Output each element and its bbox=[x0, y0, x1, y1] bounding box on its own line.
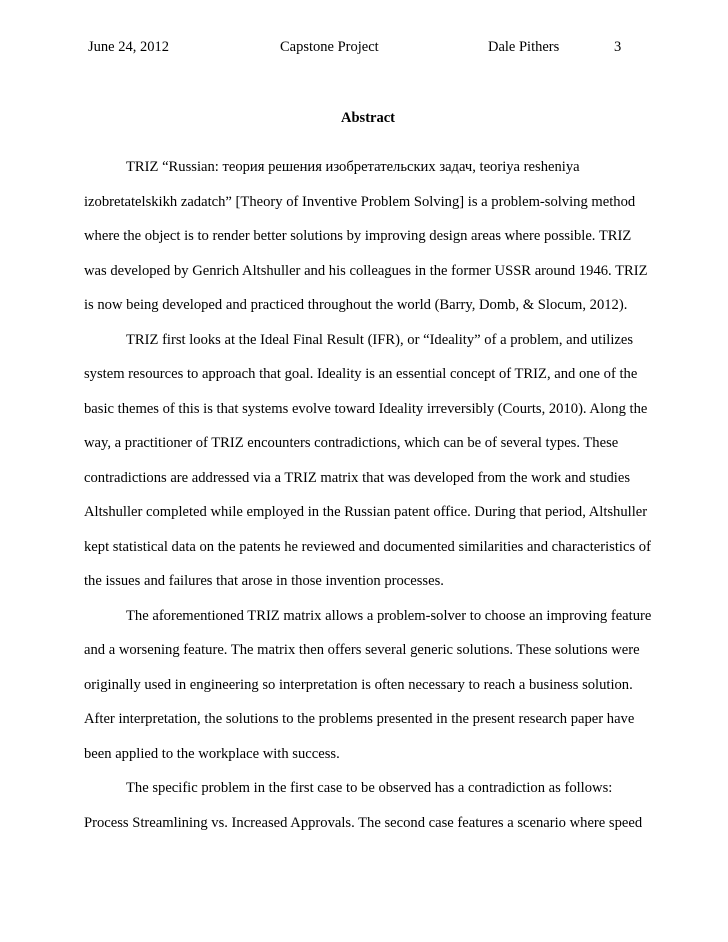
paragraph-line: Process Streamlining vs. Increased Approvals. The second case features a scenario where speed bbox=[84, 814, 643, 831]
paragraph-1 bbox=[84, 150, 659, 323]
paragraph-line: contradictions are addressed via a TRIZ matrix that was developed from the work and studies bbox=[84, 469, 631, 486]
paragraph-line: After interpretation, the solutions to the problems presented in the present research paper have bbox=[84, 711, 635, 727]
paragraph-line: system resources to approach that goal. Ideality is an essential concept of TRIZ, and one of the bbox=[84, 366, 638, 382]
paragraph-line: where the object is to render better solutions by improving design areas where possible. TRIZ bbox=[84, 228, 632, 244]
paragraph-line: the issues and failures that arose in those invention processes. bbox=[84, 573, 444, 589]
paragraph-line: The aforementioned TRIZ matrix allows a problem-solver to choose an improving feature bbox=[126, 607, 652, 624]
header-title: Capstone Project bbox=[280, 39, 379, 55]
paragraph-4 bbox=[84, 771, 659, 840]
paragraph-line: TRIZ first looks at the Ideal Final Result (IFR), or “Ideality” of a problem, and utilizes bbox=[126, 331, 634, 348]
header-date: June 24, 2012 bbox=[88, 39, 169, 55]
running-header bbox=[88, 37, 628, 57]
abstract-body bbox=[84, 150, 659, 840]
paragraph-line: originally used in engineering so interpretation is often necessary to reach a business solution. bbox=[84, 676, 633, 693]
paragraph-line: kept statistical data on the patents he reviewed and documented similarities and characteristics of bbox=[84, 538, 651, 555]
paragraph-line: is now being developed and practiced throughout the world (Barry, Domb, & Slocum, 2012). bbox=[84, 297, 628, 313]
paragraph-line: was developed by Genrich Altshuller and his colleagues in the former USSR around 1946. TRIZ bbox=[84, 262, 648, 279]
paragraph-line: and a worsening feature. The matrix then offers several generic solutions. These solutions were bbox=[84, 642, 640, 658]
paragraph-line: basic themes of this is that systems evolve toward Ideality irreversibly (Courts, 2010). Along the bbox=[84, 400, 648, 417]
paragraph-line: TRIZ “Russian: теория решения изобретательских задач, teoriya resheniya bbox=[126, 159, 580, 175]
paragraph-line: been applied to the workplace with success. bbox=[84, 745, 340, 762]
header-page-number: 3 bbox=[614, 39, 622, 55]
header-author: Dale Pithers bbox=[488, 39, 560, 55]
paragraph-line: Altshuller completed while employed in the Russian patent office. During that period, Altshuller bbox=[84, 504, 648, 520]
paragraph-line: The specific problem in the first case to be observed has a contradiction as follows: bbox=[126, 780, 613, 796]
abstract-heading: Abstract bbox=[341, 110, 395, 126]
paragraph-line: izobretatelskikh zadatch” [Theory of Inventive Problem Solving] is a problem-solving method bbox=[84, 193, 636, 210]
paragraph-3 bbox=[84, 599, 659, 772]
paragraph-line: way, a practitioner of TRIZ encounters contradictions, which can be of several types. These bbox=[84, 435, 619, 451]
paragraph-2 bbox=[84, 323, 659, 599]
